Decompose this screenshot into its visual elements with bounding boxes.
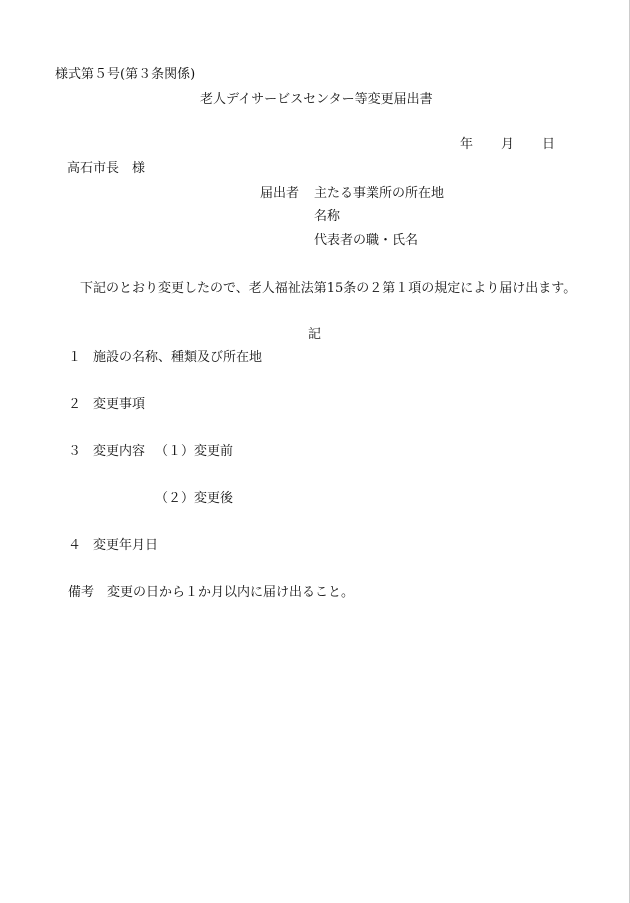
month-label: 月 — [501, 137, 515, 152]
item-2-label: 変更事項 — [93, 397, 146, 412]
day-label: 日 — [542, 137, 556, 152]
item-4-number: ４ — [68, 538, 82, 553]
year-label: 年 — [460, 137, 474, 152]
item-3-label: 変更内容 — [93, 444, 146, 459]
applicant-address-label: 主たる事業所の所在地 — [314, 186, 445, 201]
addressee: 高石市長 様 — [67, 161, 146, 176]
document-title: 老人デイサービスセンター等変更届出書 — [200, 92, 433, 107]
statement-text: 下記のとおり変更したので、老人福祉法第15条の２第１項の規定により届け出ます。 — [80, 281, 577, 296]
applicant-name-label: 名称 — [314, 209, 341, 224]
item-3-number: ３ — [68, 444, 82, 459]
item-2-number: ２ — [68, 397, 82, 412]
ki-heading: 記 — [308, 327, 322, 342]
item-1-number: １ — [68, 350, 82, 365]
form-number: 様式第５号(第３条関係) — [55, 67, 196, 82]
applicant-label: 届出者 — [260, 186, 300, 201]
item-3-sub-before: （１）変更前 — [155, 444, 234, 459]
item-3-sub-after: （２）変更後 — [155, 491, 234, 506]
applicant-representative-label: 代表者の職・氏名 — [314, 233, 419, 248]
item-4-label: 変更年月日 — [93, 538, 159, 553]
date-line — [460, 138, 555, 151]
remarks-note: 備考 変更の日から１か月以内に届け出ること。 — [68, 585, 355, 600]
item-1-label: 施設の名称、種類及び所在地 — [93, 350, 263, 365]
